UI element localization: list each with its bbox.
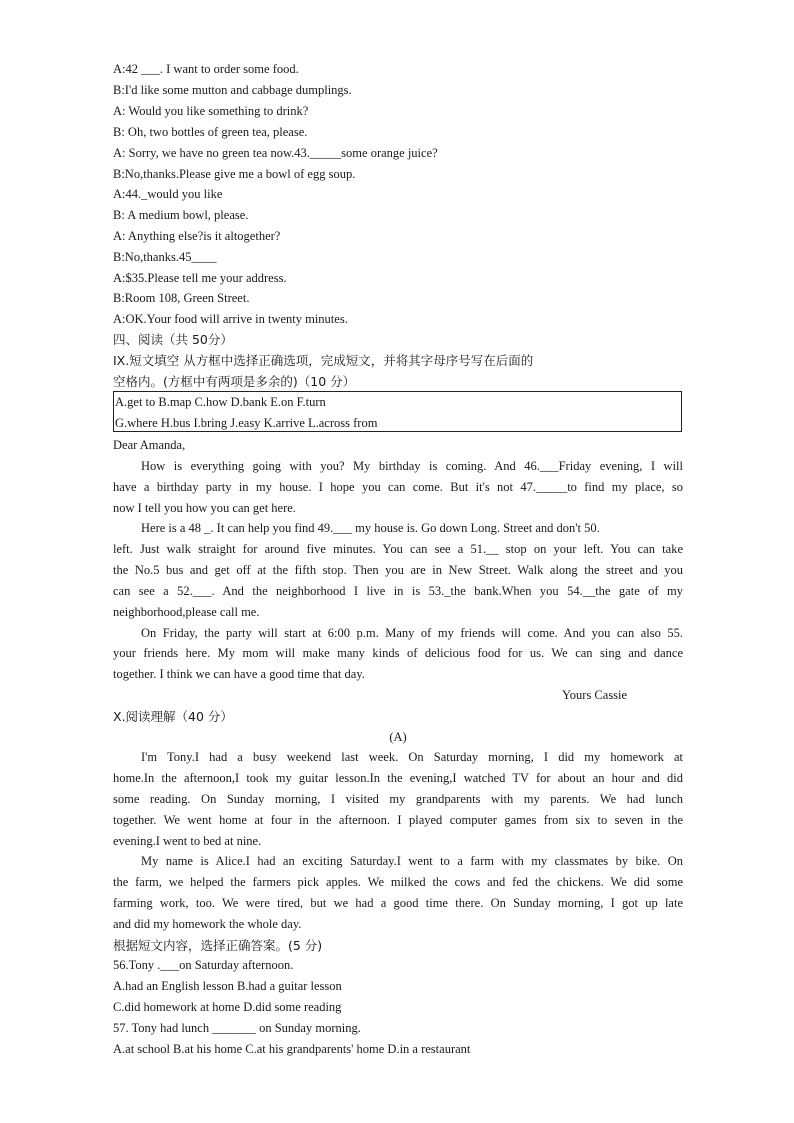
- letter-line: can see a 52.___. And the neighborhood I live in is 53._the bank.When you 54.__the gate of my: [113, 584, 683, 598]
- dialogue-line: B: Oh, two bottles of green tea, please.: [113, 125, 308, 139]
- letter-line: left. Just walk straight for around five minutes. You can see a 51.__ stop on your left. You can take: [113, 542, 683, 556]
- passage-line: My name is Alice.I had an exciting Saturday.I went to a farm with my classmates by bike. On: [141, 854, 683, 868]
- letter-line: On Friday, the party will start at 6:00 p.m. Many of my friends will come. And you can also 55.: [141, 626, 683, 640]
- letter-line: have a birthday party in my house. I hope you can come. But it's not 47._____to find my place, so: [113, 480, 683, 494]
- word-bank-line: A.get to B.map C.how D.bank E.on F.turn: [115, 395, 326, 409]
- question-57-options: A.at school B.at his home C.at his grandparents' home D.in a restaurant: [113, 1042, 471, 1056]
- section-instruction: IX.短文填空 从方框中选择正确选项，完成短文，并将其字母序号写在后面的: [113, 353, 534, 368]
- passage-line: I'm Tony.I had a busy weekend last week. On Saturday morning, I did my homework at: [141, 750, 683, 764]
- question-56-options: C.did homework at home D.did some reading: [113, 1000, 342, 1014]
- letter-line: Here is a 48 _. It can help you find 49.___ my house is. Go down Long. Street and don't 50.: [141, 521, 600, 535]
- question-56: 56.Tony .___on Saturday afternoon.: [113, 958, 294, 972]
- letter-line: How is everything going with you? My birthday is coming. And 46.___Friday evening, I will: [141, 459, 683, 473]
- dialogue-line: A:OK.Your food will arrive in twenty minutes.: [113, 312, 348, 326]
- dialogue-line: B:No,thanks.Please give me a bowl of egg soup.: [113, 167, 356, 181]
- passage-line: together. We went home at four in the afternoon. I played computer games from six to seven in the: [113, 813, 683, 827]
- dialogue-line: B:No,thanks.45____: [113, 250, 217, 264]
- dialogue-line: A:42 ___. I want to order some food.: [113, 62, 299, 76]
- dialogue-line: A:44._would you like: [113, 187, 223, 201]
- letter-signature: Yours Cassie: [562, 688, 628, 702]
- word-bank-line: G.where H.bus I.bring J.easy K.arrive L.across from: [115, 416, 378, 430]
- dialogue-line: A: Sorry, we have no green tea now.43._____some orange juice?: [113, 146, 438, 160]
- word-bank-box: [113, 391, 682, 432]
- passage-line: and did my homework the whole day.: [113, 917, 302, 931]
- dialogue-line: B:I'd like some mutton and cabbage dumplings.: [113, 83, 352, 97]
- letter-line: together. I think we can have a good time that day.: [113, 667, 365, 681]
- dialogue-line: A: Would you like something to drink?: [113, 104, 309, 118]
- passage-label: (A): [389, 730, 407, 744]
- question-56-options: A.had an English lesson B.had a guitar lesson: [113, 979, 342, 993]
- letter-line: the No.5 bus and get off at the fifth stop. Then you are in New Street. Walk along the street and you: [113, 563, 683, 577]
- passage-line: home.In the afternoon,I took my guitar lesson.In the evening,I watched TV for about an hour and did: [113, 771, 683, 785]
- passage-line: the farm, we helped the farmers pick apples. We milked the cows and fed the chickens. We did some: [113, 875, 683, 889]
- question-57: 57. Tony had lunch _______ on Sunday morning.: [113, 1021, 361, 1035]
- section-heading: X.阅读理解（40 分）: [113, 709, 233, 724]
- passage-line: evening.I went to bed at nine.: [113, 834, 262, 848]
- section-instruction: 空格内。(方框中有两项是多余的)（10 分）: [113, 374, 356, 389]
- dialogue-line: A:$35.Please tell me your address.: [113, 271, 287, 285]
- letter-greeting: Dear Amanda,: [113, 438, 186, 452]
- dialogue-line: B: A medium bowl, please.: [113, 208, 249, 222]
- dialogue-line: B:Room 108, Green Street.: [113, 291, 250, 305]
- question-instruction: 根据短文内容，选择正确答案。(5 分): [113, 938, 323, 953]
- dialogue-line: A: Anything else?is it altogether?: [113, 229, 281, 243]
- passage-line: farming work, too. We were tired, but we had a good time there. On Sunday morning, I got up late: [113, 896, 683, 910]
- letter-line: now I tell you how you can get here.: [113, 501, 296, 515]
- letter-line: neighborhood,please call me.: [113, 605, 260, 619]
- section-heading: 四、阅读（共 50分）: [113, 332, 233, 347]
- letter-line: your friends here. My mom will make many kinds of delicious food for us. We can sing and dance: [113, 646, 683, 660]
- passage-line: some reading. On Sunday morning, I visited my grandparents with my parents. We had lunch: [113, 792, 683, 806]
